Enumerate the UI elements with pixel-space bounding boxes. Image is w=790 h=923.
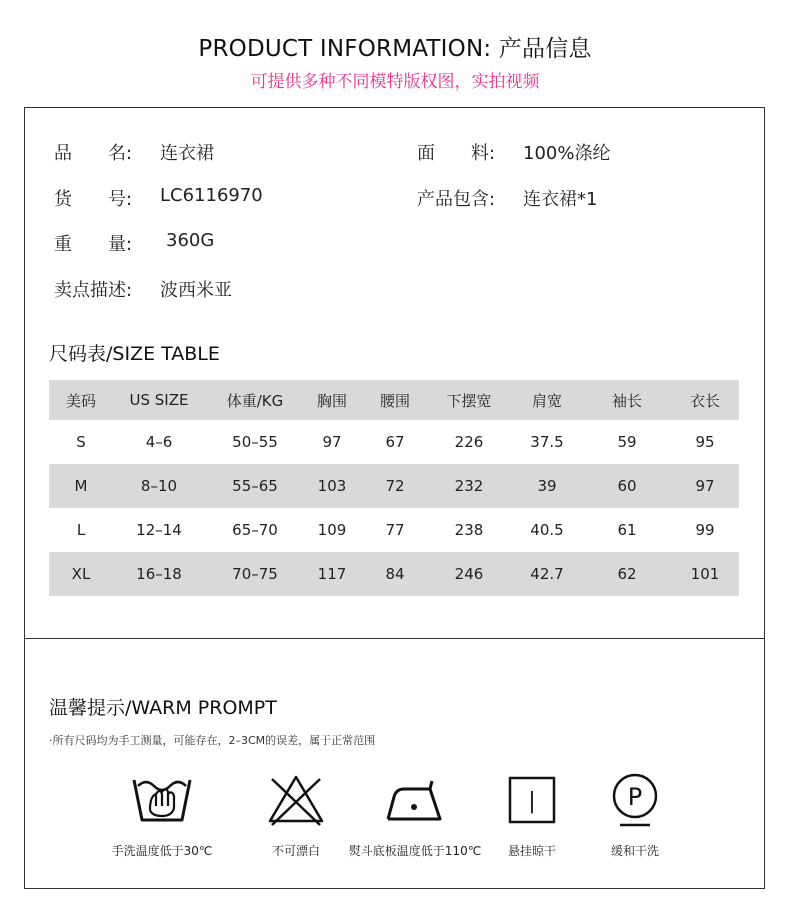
table-cell: 40.5 xyxy=(530,521,564,539)
measurement-note: ·所有尺码均为手工测量，可能存在，2–3CM的误差，属于正常范围 xyxy=(49,734,376,747)
table-cell: 61 xyxy=(617,521,637,539)
hand-wash-label: 手洗温度低于30℃ xyxy=(111,844,213,858)
weight-label: 重 量: xyxy=(54,234,133,255)
table-header-cell: 美码 xyxy=(65,391,96,410)
table-header-cell: 胸围 xyxy=(316,391,347,410)
table-cell: 59 xyxy=(617,433,637,451)
table-cell: 101 xyxy=(690,565,720,583)
selling-label: 卖点描述: xyxy=(54,280,133,301)
table-row xyxy=(49,508,739,552)
table-row xyxy=(49,420,739,464)
table-cell: 16–18 xyxy=(136,565,182,583)
table-cell: 50–55 xyxy=(232,433,278,451)
sku-value: LC6116970 xyxy=(160,185,263,206)
table-cell: 238 xyxy=(454,521,484,539)
table-cell: 60 xyxy=(617,477,637,495)
table-cell: 72 xyxy=(385,477,405,495)
package-label: 产品包含: xyxy=(417,189,496,210)
package-value: 连衣裙*1 xyxy=(523,189,598,210)
hand-wash-icon xyxy=(92,770,232,830)
table-cell: 84 xyxy=(385,565,405,583)
table-cell: S xyxy=(76,433,86,451)
table-cell: 4–6 xyxy=(145,433,173,451)
table-row xyxy=(49,552,739,596)
table-cell: 95 xyxy=(695,433,715,451)
line-dry-label: 悬挂晾干 xyxy=(507,844,556,858)
iron-label: 熨斗底板温度低于110℃ xyxy=(348,844,482,858)
table-cell: 97 xyxy=(695,477,715,495)
line-dry-symbol: | xyxy=(528,789,536,814)
warm-prompt-title: 温馨提示/WARM PROMPT xyxy=(49,697,277,719)
table-cell: XL xyxy=(71,565,91,583)
table-cell: 70–75 xyxy=(232,565,278,583)
no-bleach-label: 不可漂白 xyxy=(271,844,320,858)
table-header-cell: 衣长 xyxy=(689,391,720,410)
size-table-title: 尺码表/SIZE TABLE xyxy=(49,343,220,365)
table-cell: 62 xyxy=(617,565,637,583)
table-cell: 42.7 xyxy=(530,565,564,583)
table-cell: 77 xyxy=(385,521,405,539)
dry-clean-symbol: P xyxy=(627,783,643,811)
table-cell: 55–65 xyxy=(232,477,278,495)
table-header-cell: 下摆宽 xyxy=(446,391,492,410)
table-cell: 226 xyxy=(454,433,484,451)
table-cell: 67 xyxy=(385,433,405,451)
name-value: 连衣裙 xyxy=(160,143,214,164)
table-row xyxy=(49,464,739,508)
table-cell: 37.5 xyxy=(530,433,564,451)
table-header-cell: 体重/KG xyxy=(226,391,284,410)
table-cell: 99 xyxy=(695,521,715,539)
section-divider xyxy=(24,638,765,639)
table-cell: 103 xyxy=(317,477,347,495)
table-cell: 39 xyxy=(537,477,557,495)
table-header-cell: 袖长 xyxy=(611,391,642,410)
table-header-cell: 肩宽 xyxy=(531,391,562,410)
sku-label: 货 号: xyxy=(54,189,133,210)
table-cell: 12–14 xyxy=(136,521,182,539)
selling-value: 波西米亚 xyxy=(160,280,232,301)
table-cell: 97 xyxy=(322,433,342,451)
table-cell: 246 xyxy=(454,565,484,583)
table-header xyxy=(49,380,739,420)
table-cell: 117 xyxy=(317,565,347,583)
name-label: 品 名: xyxy=(54,143,133,164)
fabric-label: 面 料: xyxy=(417,143,496,164)
table-cell: L xyxy=(76,521,86,539)
table-cell: 109 xyxy=(317,521,347,539)
fabric-value: 100%涤纶 xyxy=(523,143,611,164)
table-cell: 8–10 xyxy=(140,477,178,495)
table-cell: 232 xyxy=(454,477,484,495)
page-subtitle: 可提供多种不同模特版权图，实拍视频 xyxy=(250,72,540,92)
table-header-cell: US SIZE xyxy=(129,391,189,409)
page-title: PRODUCT INFORMATION: 产品信息 xyxy=(198,36,592,62)
table-cell: 65–70 xyxy=(232,521,278,539)
dry-clean-label: 缓和干洗 xyxy=(610,844,659,858)
size-table xyxy=(49,380,739,596)
gentle-dry-clean-icon xyxy=(565,770,705,830)
table-header-cell: 腰围 xyxy=(379,391,410,410)
weight-value: 360G xyxy=(166,230,215,251)
table-cell: M xyxy=(74,477,88,495)
